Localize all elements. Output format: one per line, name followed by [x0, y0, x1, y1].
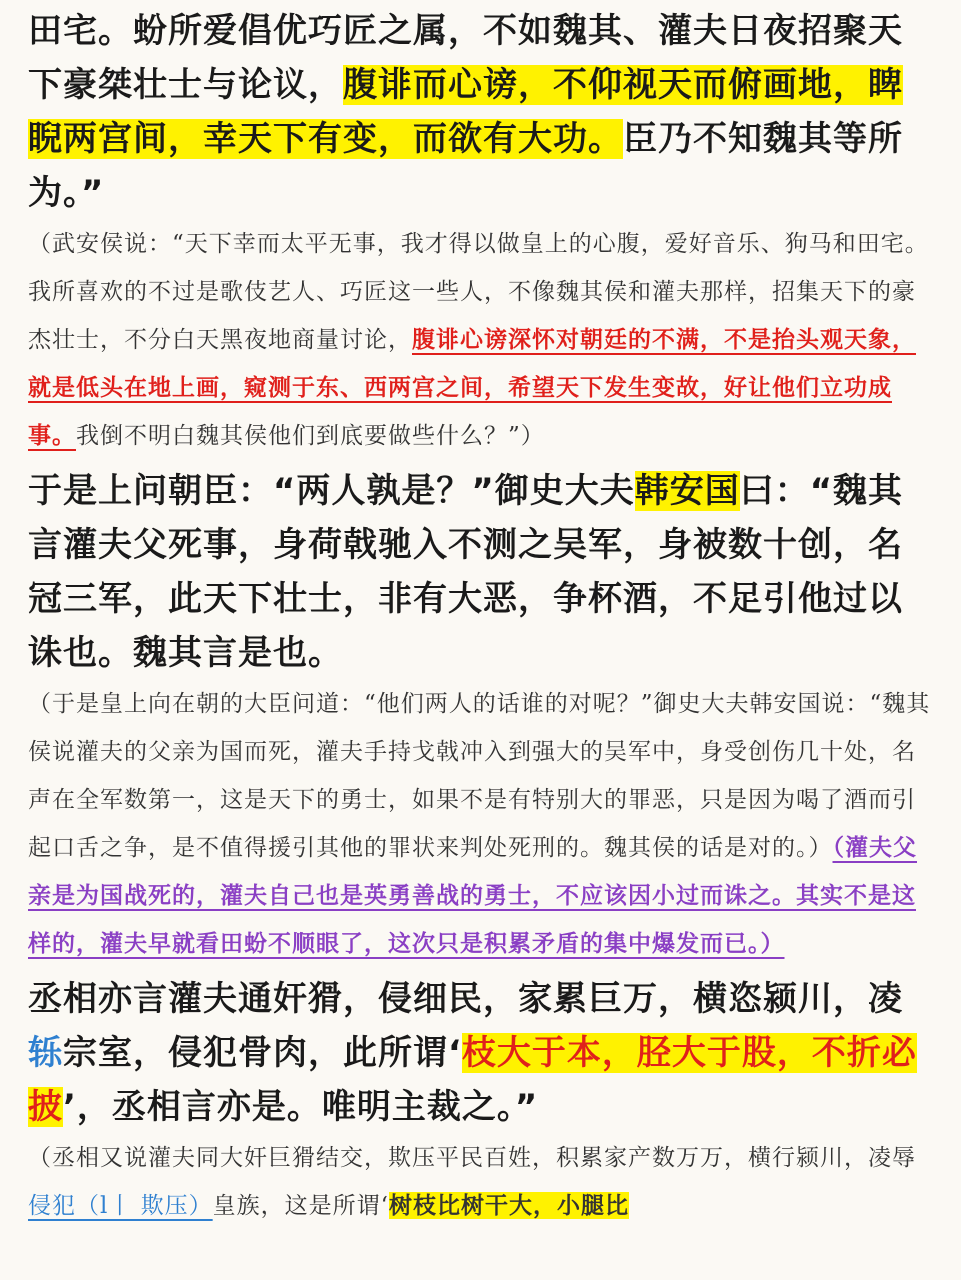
- original-text-paragraph-1: 田宅。蚡所爱倡优巧匠之属，不如魏其、灌夫日夜招聚天下豪桀壮士与论议，腹诽而心谤，不仰视天而俯画地，睥睨两宫间，幸天下有变，而欲有大功。臣乃不知魏其等所为。”: [28, 11, 903, 213]
- translation-paragraph-2: （于是皇上向在朝的大臣问道：“他们两人的话谁的对呢？”御史大夫韩安国说：“魏其侯说灌夫的父亲为国而死，灌夫手持戈戟冲入到强大的吴军中，身受创伤几十处，名声在全军数第一，这是天下的勇士，如果不是有特别大的罪恶，只是因为喝了酒而引起口舌之争，是不值得援引其他的罪状来判处死刑的。魏其侯的话是对的。）（灌夫父亲是为国战死的，灌夫自己也是英勇善战的勇士，不应该因小过而诛之。其实不是这样的，灌夫早就看田蚡不顺眼了，这次只是积累矛盾的集中爆发而已。）: [28, 691, 931, 957]
- blue-underlined-gloss: 侵犯（l丨 欺压）: [28, 1193, 213, 1219]
- yellow-highlight-translation: 树枝比树干大，小腿比: [388, 1192, 629, 1219]
- translation-paragraph-3: （丞相又说灌夫同大奸巨猾结交，欺压平民百姓，积累家产数万万，横行颍川，凌辱侵犯（l丨 欺压）皇族，这是所谓‘树枝比树干大，小腿比: [28, 1145, 916, 1219]
- blue-character: 轹: [28, 1033, 63, 1073]
- translation-paragraph-1: （武安侯说：“天下幸而太平无事，我才得以做皇上的心腹，爱好音乐、狗马和田宅。我所喜欢的不过是歌伎艺人、巧匠这一些人，不像魏其侯和灌夫那样，招集天下的豪杰壮士，不分白天黑夜地商量讨论，腹诽心谤深怀对朝廷的不满，不是抬头观天象，就是低头在地上画，窥测于东、西两宫之间，希望天下发生变故，好让他们立功成事。我倒不明白魏其侯他们到底要做些什么？”）: [28, 231, 929, 449]
- purple-underlined-commentary: （灌夫父亲是为国战死的，灌夫自己也是英勇善战的勇士，不应该因小过而诛之。其实不是这样的，灌夫早就看田蚡不顺眼了，这次只是积累矛盾的集中爆发而已。）: [28, 834, 917, 957]
- yellow-highlight-name: 韩安国: [634, 471, 740, 511]
- original-text-paragraph-3: 丞相亦言灌夫通奸猾，侵细民，家累巨万，横恣颍川，凌轹宗室，侵犯骨肉，此所谓‘枝大于本，胫大于股，不折必披’，丞相言亦是。唯明主裁之。”: [28, 979, 917, 1127]
- red-underlined-annotation: 腹诽心谤深怀对朝廷的不满，不是抬头观天象，就是低头在地上画，窥测于东、西两宫之间，希望天下发生变故，好让他们立功成事。: [28, 326, 916, 449]
- yellow-highlight: 腹诽而心谤，不仰视天而俯画地，睥睨两宫间，幸天下有变，而欲有大功。: [28, 65, 903, 159]
- original-text-paragraph-2: 于是上问朝臣：“两人孰是？”御史大夫韩安国曰：“魏其言灌夫父死事，身荷戟驰入不测之吴军，身被数十创，名冠三军，此天下壮士，非有大恶，争杯酒，不足引他过以诛也。魏其言是也。: [28, 471, 904, 673]
- red-yellow-highlight: 枝大于本，胫大于股，不折必披: [28, 1033, 917, 1127]
